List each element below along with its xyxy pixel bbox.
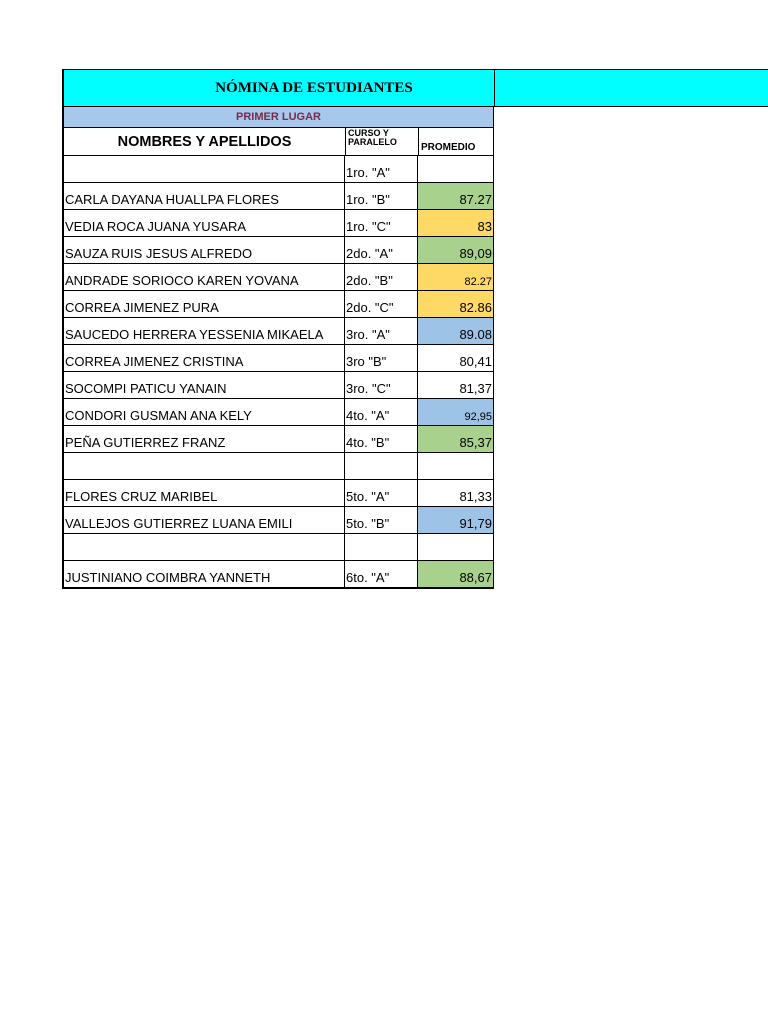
title-clip <box>64 70 494 106</box>
students-table <box>62 107 494 589</box>
table-row <box>64 399 493 426</box>
student-average: 89.08 <box>418 318 493 344</box>
student-course: 4to. "A" <box>345 399 418 425</box>
student-average: 83 <box>418 210 493 236</box>
student-name: CARLA DAYANA HUALLPA FLORES <box>64 183 345 209</box>
student-name: CORREA JIMENEZ CRISTINA <box>64 345 345 371</box>
student-course: 3ro. "C" <box>345 372 418 398</box>
column-divider <box>494 70 495 106</box>
table-row <box>64 237 493 264</box>
student-average: 92,95 <box>418 399 493 425</box>
student-name: SAUCEDO HERRERA YESSENIA MIKAELA <box>64 318 345 344</box>
table-row <box>64 426 493 453</box>
student-average: 91,79 <box>418 507 493 533</box>
student-course: 2do. "C" <box>345 291 418 317</box>
student-average <box>418 534 493 560</box>
table-row <box>64 480 493 507</box>
student-name: SAUZA RUIS JESUS ALFREDO <box>64 237 345 263</box>
page-title: NÓMINA DE ESTUDIANTES <box>215 80 413 96</box>
table-row <box>64 318 493 345</box>
student-name: ANDRADE SORIOCO KAREN YOVANA <box>64 264 345 290</box>
table-row <box>64 372 493 399</box>
header-average: PROMEDIO <box>421 142 476 153</box>
student-name <box>64 453 345 479</box>
student-name <box>64 156 345 182</box>
student-name: VALLEJOS GUTIERREZ LUANA EMILI <box>64 507 345 533</box>
table-row <box>64 534 493 561</box>
student-average: 82.86 <box>418 291 493 317</box>
table-row <box>64 345 493 372</box>
student-course: 4to. "B" <box>345 426 418 452</box>
student-course: 1ro. "C" <box>345 210 418 236</box>
student-name: VEDIA ROCA JUANA YUSARA <box>64 210 345 236</box>
student-course: 1ro. "A" <box>345 156 418 182</box>
student-average: 88,67 <box>418 561 493 587</box>
title-band <box>62 69 768 107</box>
student-course: 1ro. "B" <box>345 183 418 209</box>
student-average: 89,09 <box>418 237 493 263</box>
student-average: 85,37 <box>418 426 493 452</box>
student-course: 5to. "B" <box>345 507 418 533</box>
student-course: 3ro "B" <box>345 345 418 371</box>
student-name: CONDORI GUSMAN ANA KELY <box>64 399 345 425</box>
student-average: 81,33 <box>459 489 492 504</box>
subtitle-band: PRIMER LUGAR <box>64 107 493 128</box>
student-average: 87.27 <box>418 183 493 209</box>
student-course <box>345 534 418 560</box>
table-row <box>64 291 493 318</box>
student-course <box>345 453 418 479</box>
table-row <box>64 453 493 480</box>
header-name: NOMBRES Y APELLIDOS <box>64 128 346 155</box>
student-average <box>418 453 493 479</box>
student-name: SOCOMPI PATICU YANAIN <box>64 372 345 398</box>
student-name: FLORES CRUZ MARIBEL <box>64 480 345 506</box>
student-course: 2do. "A" <box>345 237 418 263</box>
table-row <box>64 210 493 237</box>
table-row <box>64 561 493 587</box>
student-name: CORREA JIMENEZ PURA <box>64 291 345 317</box>
table-row <box>64 507 493 534</box>
table-header <box>64 128 493 156</box>
table-row <box>64 264 493 291</box>
student-average <box>418 156 493 182</box>
table-row <box>64 183 493 210</box>
student-course: 5to. "A" <box>345 480 418 506</box>
student-course: 3ro. "A" <box>345 318 418 344</box>
student-course: 6to. "A" <box>345 561 418 587</box>
student-name: PEÑA GUTIERREZ FRANZ <box>64 426 345 452</box>
student-average: 81,37 <box>459 381 492 396</box>
student-average: 82.27 <box>418 264 493 290</box>
student-name: JUSTINIANO COIMBRA YANNETH <box>64 561 345 587</box>
student-course: 2do. "B" <box>345 264 418 290</box>
table-row <box>64 156 493 183</box>
student-average: 80,41 <box>459 354 492 369</box>
header-course: CURSO Y PARALELO <box>346 128 419 155</box>
student-name <box>64 534 345 560</box>
